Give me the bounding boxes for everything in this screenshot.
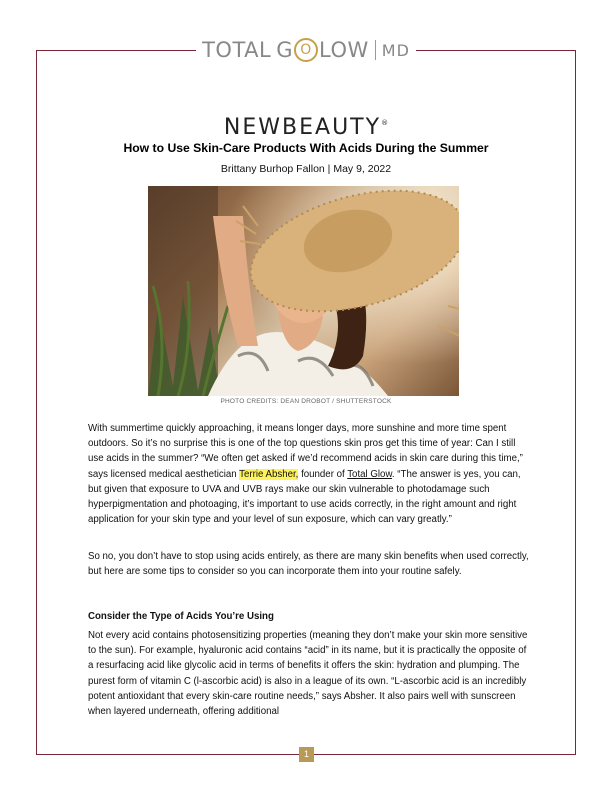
highlighted-name: Terrie Absher, [239,468,299,480]
total-glow-link[interactable]: Total Glow [347,468,392,480]
article-photo [148,186,459,396]
registered-mark: ® [381,119,389,127]
logo-divider [375,40,376,60]
brand-logo [196,30,416,70]
page-number-badge: 1 [299,747,314,762]
sunburst-o-icon: O [294,38,318,62]
photo-illustration [148,186,459,396]
masthead-name: NEWBEAUTY [223,115,382,140]
section-heading: Consider the Type of Acids You’re Using [88,611,274,622]
logo-g: G [276,38,294,62]
logo-md: MD [381,40,410,60]
publication-masthead [0,115,612,140]
article-byline: Brittany Burhop Fallon | May 9, 2022 [220,163,392,175]
photo-credit: PHOTO CREDITS: DEAN DROBOT / SHUTTERSTOCK [220,398,392,405]
article-title: How to Use Skin-Care Products With Acids During the Summer [123,141,489,155]
logo-low: LOW [319,38,369,62]
paragraph-acid-types: Not every acid contains photosensitizing properties (meaning they don’t make your skin more sensitive to the sun). For example, hyaluronic acid contains “acid” in its name, but it is practically the opposite of a resurfacing acid like glycolic acid in terms of benefits it offers the skin: hydration and plumping. The purest form of vitamin C (l-ascorbic acid) is also in a league of its own. “L-ascorbic acid is an incredibly potent antioxidant that every skin-care routine needs,” says Absher. It also pairs well with sunscreen when layered underneath, offering additional [88,630,528,718]
paragraph-tips: So no, you don’t have to stop using acids entirely, as there are many skin benefits when used correctly, but here are some tips to consider so you can incorporate them into your routine safely. [88,551,529,578]
logo-total: TOTAL [202,38,272,62]
paragraph-intro: With summertime quickly approaching, it means longer days, more sunshine and more time spent outdoors. So it’s no surprise this is one of the top questions skin pros get this time of year: Can I still use acids in the summer? “We often get asked if we’d recommend acids in skin care during this time,” says licensed medical aesthetician Terrie Absher, founder of Total Glow. “The answer is yes, you can, but given that exposure to UVA and UVB rays make our skin vulnerable to photodamage such hyperpigmentation and photoaging, it’s important to use acids correctly, in the right amount and right application for your skin type and your level of sun exposure, which can vary greatly.” [88,423,523,526]
